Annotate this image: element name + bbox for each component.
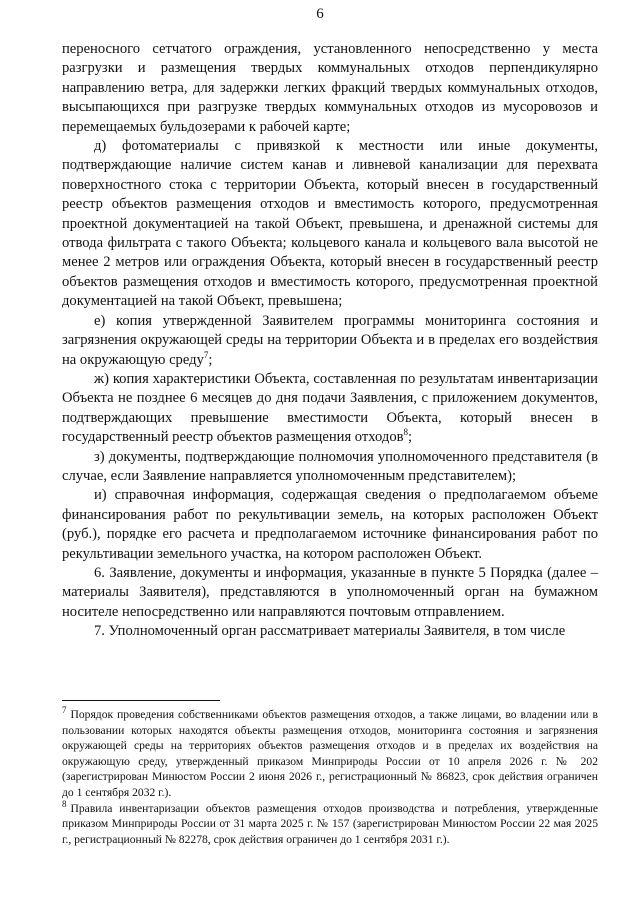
paragraph-clause-7: 7. Уполномоченный орган рассматривает материалы Заявителя, в том числе [94, 623, 566, 640]
footnote-text: Порядок проведения собственниками объектов размещения отходов, а также лицами, во владении или в пользовании которых находятся объекты размещения отходов, мониторинга состояния и загрязнения окружающей среды на территориях объектов размещения отходов и в пределах их воздействия на окружающую среду, утвержденный приказом Минприроды России от 10 апреля 2026 г. № 202 (зарегистрирован Минюстом России 2 июня 2026 г., регистрационный № 86823, срок действия ограничен до 1 сентября 2032 г.). [62, 708, 598, 799]
footnote-ref-7[interactable]: 7 [203, 349, 209, 360]
document-body [62, 40, 598, 642]
paragraph-item-z: з) документы, подтверждающие полномочия уполномоченного представителя (в случае, если Заявление направляется уполномоченным представителем); [62, 448, 598, 484]
footnote-7 [62, 707, 598, 801]
footnote-divider [62, 700, 220, 701]
footnote-8 [62, 798, 598, 848]
paragraph-clause-6: 6. Заявление, документы и информация, указанные в пункте 5 Порядка (далее – материалы Заявителя), представляются в уполномоченный орган на бумажном носителе непосредственно или направляются почтовым отправлением. [62, 564, 598, 620]
footnote-mark: 7 [62, 705, 67, 716]
paragraph-item-d: д) фотоматериалы с привязкой к местности или иные документы, подтверждающие наличие систем канав и ливневой канализации для перехвата поверхностного стока с территории Объекта, который внесен в государственный реестр объектов размещения отходов и вместимость которого, предусмотренная проектной документацией на такой Объект, превышена, и дренажной системы для отвода фильтрата с такого Объекта; кольцевого канала и кольцевого вала высотой не менее 2 метров или ограждения Объекта, который внесен в государственный реестр объектов размещения отходов и вместимость которого, предусмотренная проектной документацией на такой Объект, превышена; [62, 138, 598, 310]
paragraph-item-e: е) копия утвержденной Заявителем программы мониторинга состояния и загрязнения окружающей среды на территории Объекта и в пределах его воздействия на окружающую среду$^7$; [62, 312, 598, 368]
paragraph-fence-continuation: переносного сетчатого ограждения, установленного непосредственно у места разгрузки и размещения твердых коммунальных отходов перпендикулярно направлению ветра, для задержки легких фракций твердых коммунальных отходов, высыпающихся при разгрузке твердых коммунальных отходов из мусоровозов и перемещаемых бульдозерами к рабочей карте; [62, 41, 598, 135]
paragraph-item-zh: ж) копия характеристики Объекта, составленная по результатам инвентаризации Объекта не позднее 6 месяцев до дня подачи Заявления, с приложением документов, подтверждающих превышение вместимости Объекта, который внесен в государственный реестр объектов размещения отходов$^8$; [62, 370, 598, 446]
page-number: 6 [316, 6, 324, 22]
paragraph-item-i: и) справочная информация, содержащая сведения о предполагаемом объеме финансирования работ по рекультивации земель, на которых расположен Объект (руб.), порядке его расчета и предполагаемом источнике финансирования работ по рекультивации земельного участка, на котором расположен Объект. [62, 487, 598, 562]
footnote-mark: 8 [62, 798, 67, 809]
footnote-ref-8[interactable]: 8 [403, 427, 409, 438]
footnote-text: Правила инвентаризации объектов размещения отходов производства и потребления, утвержденные приказом Минприроды России от 31 марта 2025 г. № 157 (зарегистрирован Минюстом России 22 мая 2025 г., регистрационный № 82278, срок действия ограничен до 1 сентября 2031 г.). [62, 801, 598, 846]
footnotes [62, 707, 598, 847]
